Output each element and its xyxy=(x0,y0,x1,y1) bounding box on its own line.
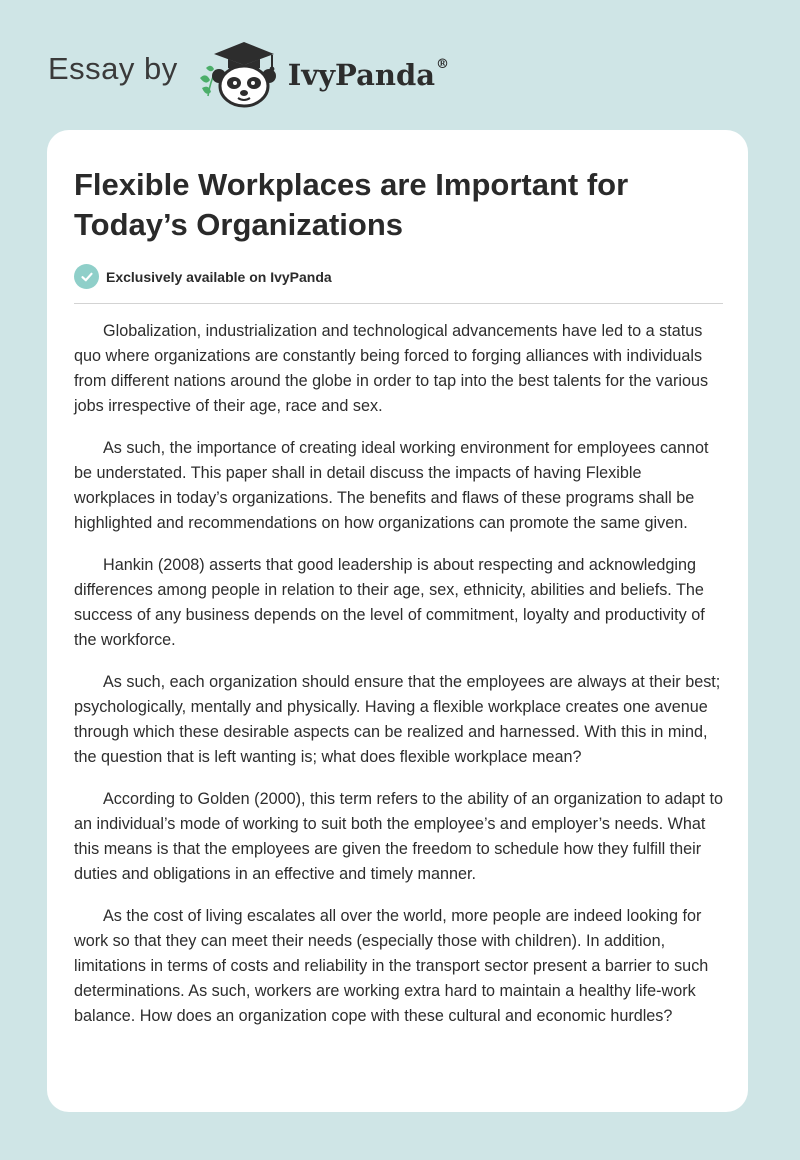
check-icon xyxy=(74,264,99,289)
article-title: Flexible Workplaces are Important for Today’s Organizations xyxy=(74,167,629,242)
essay-by-label: Essay by xyxy=(48,51,178,86)
exclusive-badge xyxy=(74,264,332,289)
article-body xyxy=(74,319,726,1046)
exclusive-label: Exclusively available on IvyPanda xyxy=(106,268,332,285)
divider xyxy=(74,303,723,304)
panda-graduation-cap-icon xyxy=(194,38,286,108)
paragraph: As such, the importance of creating ideal working environment for employees cannot be understated. This paper shall in detail discuss the impacts of having Flexible workplaces in today’s organizations. The benefits and flaws of these programs shall be highlighted and recommendations on how organizations can promote the same given. xyxy=(74,439,709,532)
brand-name xyxy=(288,58,449,92)
paragraph: As such, each organization should ensure that the employees are always at their best; psychologically, mentally and physically. Having a flexible workplace creates one avenue through which these desirable aspects can be realized and harnessed. With this in mind, the question that is left wanting is; what does flexible workplace mean? xyxy=(74,673,721,766)
paragraph: Hankin (2008) asserts that good leadership is about respecting and acknowledging differences among people in relation to their age, sex, ethnicity, abilities and beliefs. The success of any business depends on the level of commitment, loyalty and productivity of the workforce. xyxy=(74,556,705,649)
brand-text: IvyPanda xyxy=(287,58,436,92)
site-header xyxy=(48,38,449,108)
registered-mark: ® xyxy=(436,57,450,73)
ivypanda-logo[interactable] xyxy=(194,38,449,108)
article-card xyxy=(47,130,748,1112)
paragraph: Globalization, industrialization and technological advancements have led to a status quo where organizations are constantly being forced to forging alliances with individuals from different nations around the globe in order to tap into the best talents for the various jobs irrespective of their age, race and sex. xyxy=(74,322,709,415)
paragraph: According to Golden (2000), this term refers to the ability of an organization to adapt to an individual’s mode of working to suit both the employee’s and employer’s needs. What this means is that the employees are given the freedom to schedule how they fulfill their duties and obligations in an effective and timely manner. xyxy=(74,790,723,883)
paragraph: As the cost of living escalates all over the world, more people are indeed looking for work so that they can meet their needs (especially those with children). In addition, limitations in terms of costs and reliability in the transport sector present a barrier to such determinations. As such, workers are working extra hard to maintain a healthy life-work balance. How does an organization cope with these cultural and economic hurdles? xyxy=(74,907,709,1025)
